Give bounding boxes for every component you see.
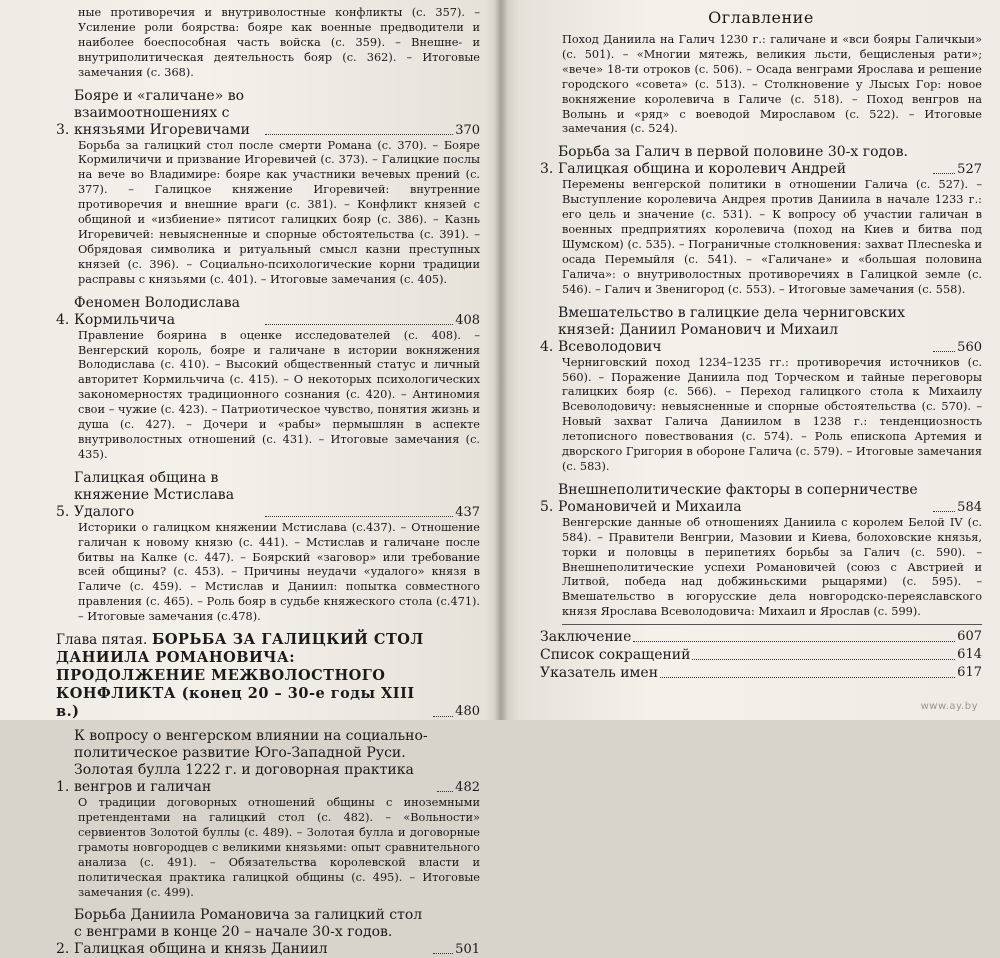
divider-rule	[562, 624, 982, 625]
section-number: 5.	[56, 503, 70, 520]
toc-section-4	[540, 305, 982, 475]
watermark: www.ay.by	[920, 701, 978, 712]
book-gutter-shadow	[494, 0, 508, 720]
chapter-heading	[56, 631, 480, 721]
section-title: Феномен Володислава Кормильчича	[74, 294, 240, 328]
section-title: Вмешательство в галицкие дела черниговских князей: Даниил Романович и Михаил Всеволодович	[558, 304, 905, 355]
section-subtopics: Перемены венгерской политики в отношении Галича (с. 527). – Выступление королевича Андрея против Даниила в начале 1233 г.: его цель и значение (с. 531). – К вопросу об участии галичан в военных предприятиях королевича (поход на Киев и битва под Шумском) (с. 535). – Пограничные столкновения: захват Плесneska и осада Перемыйля (с. 541). – «Галичане» и «большая половина Галича»: о внутриволостных противоречиях в Галицкой земле (с. 546). – Галич и Звенигород (с. 553). – Итоговые замечания (с. 558).	[562, 178, 982, 296]
dot-leader	[433, 953, 453, 954]
left-intro-subtopics: ные противоречия и внутриволостные конфликты (с. 357). – Усиление роли боярства: бояре как военные предводители и наиболее боеспособная часть войска (с. 359). – Внешне- и внутриполитическая деятельность бояр (с. 362). – Итоговые замечания (с. 368).	[78, 6, 480, 79]
section-heading	[56, 728, 480, 796]
right-page	[500, 0, 1000, 720]
page-number: 482	[455, 780, 480, 796]
dot-leader	[692, 659, 955, 660]
section-title: Галицкая община в княжение Мстислава Удалого	[74, 469, 235, 520]
toc-section-5	[540, 482, 982, 620]
dot-leader	[633, 641, 955, 642]
page-number: 480	[455, 704, 480, 720]
dot-leader	[265, 324, 454, 325]
section-subtopics: Венгерские данные об отношениях Даниила с королем Белой IV (с. 584). – Правители Венгрии, Мазовии и Киева, болоховские князья, торки и половцы в перипетиях борьбы за Галич (с. 590). – Внешнеполитические успехи Романовичей (союз с Австрией и Литвой, победа над добжиньскими рыцарями) (с. 595). – Вмешательство в югоpусские дела новгородско-переяславского князя Ярослава Всеволодовича: Михаил и Ярослав (с. 599).	[562, 515, 982, 619]
section-subtopics: Борьба за галицкий стол после смерти Романа (с. 370). – Бояре Кормиличичи и призвание Игоревичей (с. 373). – Галицкие послы на вече во Владимире: бояре как участники вечевых прений (с. 377). – Галицкое княжение Игоревичей: внутренние противоречия и внешние враги (с. 381). – Конфликт князей с общиной и «избиение» пятисот галицких бояр (с. 386). – Казнь Игоревичей: невыясненные и спорные обстоятельства (с. 391). – Обрядовая символика и ритуальный смысл казни преступных князей (с. 396). – Социально-психологические корни традиции расправы с князьями (с. 401). – Итоговые замечания (с. 405).	[78, 138, 480, 286]
toc-entry-conclusion	[540, 628, 982, 646]
page-number: 607	[957, 629, 982, 645]
section-subtopics: Правление боярина в оценке исследователей (с. 408). – Венгерский король, бояре и галичане в истории вокняжения Володислава (с. 410). – Высокий общественный статус и личный авторитет Кормильчича (с. 415). – О некоторых психологических закономерностях традиционного сознания (с. 420). – Антиномия свои – чужие (с. 423). – Патриотическое чувство, понятия жизнь и душа (с. 427). – Дочери и «рабы» пермышлян в аспекте внутриволостных отношений (с. 431). – Итоговые замечания (с. 435).	[78, 328, 480, 461]
section-subtopics: О традиции договорных отношений общины с иноземными претендентами на галицкий стол (с. 482). – «Вольности» сервиентов Золотой буллы (с. 489). – Золотая булла и договорные грамоты новгородцев с великими князьями: опыт сравнительного анализа (с. 491). – Обязательства королевской власти и политическая практика галицкой общины (с. 495). – Итоговые замечания (с. 499).	[78, 796, 480, 899]
page-number: 408	[455, 312, 481, 328]
section-title: К вопросу о венгерском влиянии на социально-политическое развитие Юго-Западной Руси. Золотая булла 1222 г. и договорная практика венгров и галичан	[74, 728, 428, 796]
chapter-title: БОРЬБА ЗА ГАЛИЦКИЙ СТОЛ ДАНИИЛА РОМАНОВИЧА: ПРОДОЛЖЕНИЕ МЕЖВОЛОСТНОГО КОНФЛИКТА (конец 20 – 30-е годы XIII в.)	[56, 631, 424, 721]
section-heading	[540, 305, 982, 356]
section-heading	[56, 470, 480, 521]
section-number: 1.	[56, 779, 70, 796]
toc-entry-abbreviations	[540, 646, 982, 664]
section-number: 5.	[540, 498, 554, 515]
section-title: Бояре и «галичане» во взаимоотношениях с князьями Игоревичами	[74, 87, 250, 138]
section-subtopics: Черниговский поход 1234–1235 гг.: противоречия источников (с. 560). – Поражение Даниила под Торческом и тайные переговоры галицких бояр (с. 566). – Переход галицкого стола к Михаилу Всеволодовичу: невыясненные и спорные обстоятельства (с. 570). – Новый захват Галича Даниилом в 1238 г.: тенденциозность летописного повествования (с. 574). – Роль епископа Артемия и дворского Григория в обороне Галича (с. 579). – Итоговые замечания (с. 583).	[562, 355, 982, 473]
running-header: Оглавление	[708, 8, 814, 27]
right-intro-subtopics: Поход Даниила на Галич 1230 г.: галичане и «вси бояры Галичкыи» (с. 501). – «Многии мятежь, великия льсти, бещисленыя рати»; «вече» 18-ти отроков (с. 506). – Осада венграми Ярослава и решение городского «совета» (с. 513). – Столкновение у Лысых Гор: новое вокняжение королевича в Галиче (с. 518). – Поход венгров на Волынь и «ряд» с воеводой Мирославом (с. 522). – Итоговые замечания (с. 524).	[562, 33, 982, 136]
page-number: 560	[957, 339, 982, 355]
toc-section-5-1	[56, 728, 480, 900]
toc-entry-index	[540, 664, 982, 682]
section-number: 3.	[540, 161, 554, 178]
section-title: Внешнеполитические факторы в соперничестве Романовичей и Михаила	[558, 481, 918, 515]
section-title: Борьба за Галич в первой половине 30-х годов. Галицкая община и королевич Андрей	[558, 144, 908, 178]
toc-section-3	[540, 144, 982, 297]
dot-leader	[660, 677, 955, 678]
entry-label: Указатель имен	[540, 665, 659, 682]
page-number: 437	[455, 504, 481, 520]
section-title: Борьба Даниила Романовича за галицкий стол с венграми в конце 20 – начале 30-х годов. Галицкая община и князь Даниил	[74, 907, 423, 958]
section-heading	[540, 144, 982, 178]
entry-label: Список сокращений	[540, 647, 691, 664]
section-number: 2.	[56, 941, 70, 958]
section-heading	[56, 907, 480, 958]
page-number: 584	[957, 499, 982, 515]
dot-leader	[933, 351, 955, 352]
dot-leader	[433, 716, 453, 717]
section-number: 4.	[540, 338, 554, 355]
toc-section-4	[56, 295, 480, 463]
section-heading	[56, 88, 480, 139]
dot-leader	[933, 173, 955, 174]
section-number: 4.	[56, 311, 70, 328]
page-number: 501	[455, 942, 480, 958]
toc-section-5	[56, 470, 480, 625]
section-heading	[540, 482, 982, 516]
toc-section-3	[56, 88, 480, 288]
entry-label: Заключение	[540, 629, 632, 646]
page-number: 370	[455, 122, 481, 138]
section-subtopics: Историки о галицком княжении Мстислава (с.437). – Отношение галичан к новому князю (с. 441). – Мстислав и галичане после битвы на Калке (с. 447). – Боярский «заговор» или требование всей общины? (с. 453). – Причины неудачи «удалого» князя в Галиче (с. 459). – Мстислав и Даниил: попытка совместного правления (с. 465). – Роль бояр в судьбе княжеского стола (с.471). – Итоговые замечания (с.478).	[78, 520, 480, 624]
page-number: 614	[957, 647, 982, 663]
dot-leader	[265, 516, 454, 517]
page-number: 527	[957, 162, 982, 178]
dot-leader	[437, 791, 453, 792]
section-number: 3.	[56, 121, 70, 138]
dot-leader	[265, 134, 454, 135]
chapter-label: Глава пятая.	[56, 632, 148, 649]
section-heading	[56, 295, 480, 329]
page-number: 617	[957, 665, 982, 681]
dot-leader	[933, 511, 955, 512]
toc-section-5-2	[56, 907, 480, 958]
